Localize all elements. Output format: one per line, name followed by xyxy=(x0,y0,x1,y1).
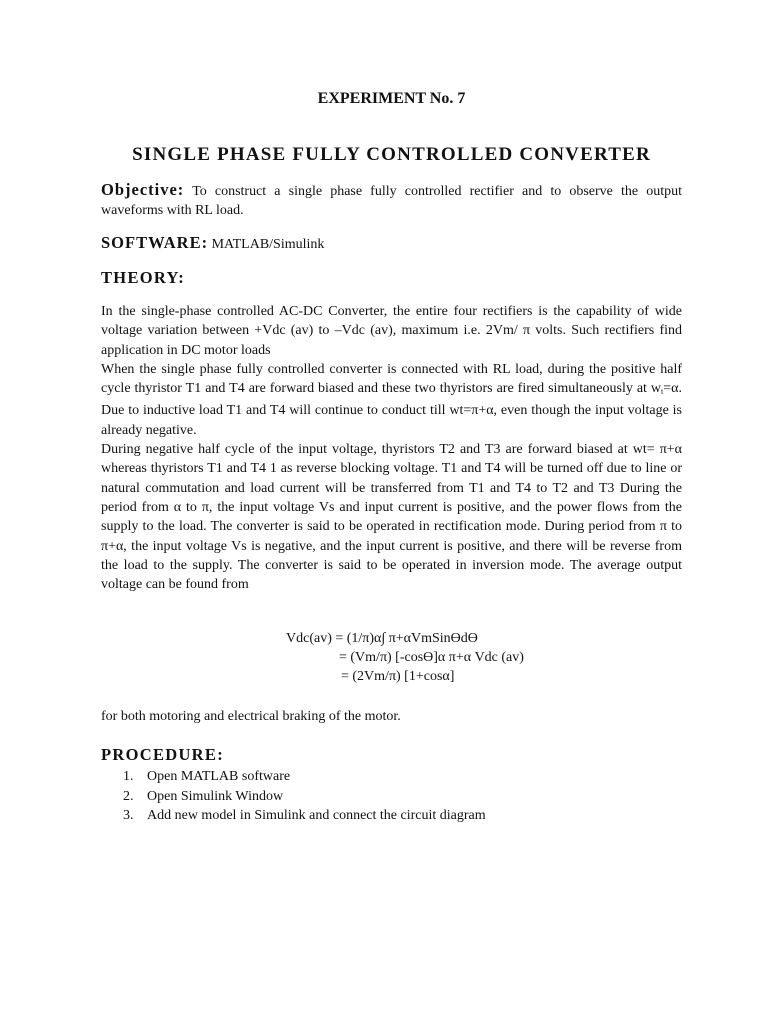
theory-subscript: t xyxy=(661,387,664,397)
closing-text: for both motoring and electrical braking of the motor. xyxy=(101,709,401,724)
procedure-steps xyxy=(123,767,486,826)
list-item xyxy=(123,767,486,787)
software-section xyxy=(101,233,682,255)
equation-line-3: = (2Vm/π) [1+cosα] xyxy=(341,669,455,684)
list-item xyxy=(123,806,486,826)
theory-paragraph-2-part-a: When the single phase fully controlled converter is connected with RL load, during the positive half cycle thyristor T1 and T4 are forward biased and these two thyristors are fired simultaneously at w xyxy=(101,361,682,397)
objective-section xyxy=(101,180,682,221)
step-text: Add new model in Simulink and connect the circuit diagram xyxy=(147,808,486,823)
software-label: SOFTWARE: xyxy=(101,233,209,252)
equation-line-2: = (Vm/π) [-cosϴ]α π+α Vdc (av) xyxy=(339,650,524,665)
theory-heading: THEORY: xyxy=(101,268,186,287)
list-item xyxy=(123,787,486,807)
step-number: 1. xyxy=(123,769,134,784)
theory-paragraph-2 xyxy=(101,360,682,440)
procedure-heading: PROCEDURE: xyxy=(101,745,224,764)
page-title: SINGLE PHASE FULLY CONTROLLED CONVERTER xyxy=(132,144,651,165)
theory-paragraph-3: During negative half cycle of the input voltage, thyristors T2 and T3 are forward biased at wt= π+α whereas thyristors T1 and T4 1 as reverse blocking voltage. T1 and T4 will be turned off due to line or natural commutation and load current will be transferred from T1 and T4 to T2 and T3 During the period from α to π, the input voltage Vs and input current is positive, and the power flows from the supply to the load. The converter is said to be operated in rectification mode. During period from π to π+α, the input voltage Vs is negative, and the input current is positive, and there will be reverse from the load to the supply. The converter is said to be operated in inversion mode. The average output voltage can be found from xyxy=(101,442,682,593)
equation-line-1: Vdc(av) = (1/π)α∫ π+αVmSinϴdϴ xyxy=(286,631,478,646)
step-text: Open Simulink Window xyxy=(147,788,284,804)
objective-label: Objective: xyxy=(101,180,185,199)
theory-paragraph-1: In the single-phase controlled AC-DC Converter, the entire four rectifiers is the capability of wide voltage variation between +Vdc (av) to –Vdc (av), maximum i.e. 2Vm/ π volts. Such rectifiers find application in DC motor loads xyxy=(101,304,682,358)
experiment-number: EXPERIMENT No. 7 xyxy=(317,90,466,107)
software-value: MATLAB/Simulink xyxy=(211,237,325,252)
theory-paragraph-2-part-b: =α. Due to inductive load T1 and T4 will continue to conduct till wt=π+α, even though the input voltage is already negative. xyxy=(101,381,682,438)
objective-text: To construct a single phase fully controlled rectifier and to observe the output waveforms with RL load. xyxy=(101,184,683,219)
step-number: 2. xyxy=(123,788,134,804)
theory-body xyxy=(101,302,682,594)
step-text: Open MATLAB software xyxy=(147,769,291,784)
step-number: 3. xyxy=(123,808,134,823)
